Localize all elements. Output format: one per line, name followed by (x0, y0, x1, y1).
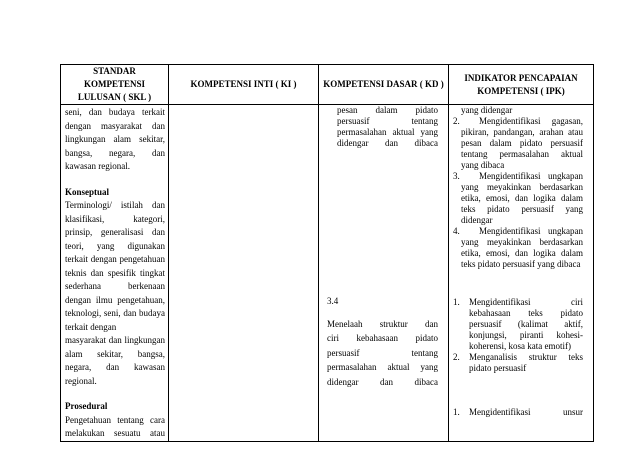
skl-line: bangsa, negara, dan (65, 147, 165, 158)
ipk-item: 4. Mengidentifikasi ungkapan (453, 226, 583, 236)
ipk-line: pesan dalam pidato persuasif (461, 138, 583, 148)
skl-line: alam sekitar, bangsa, (65, 348, 165, 359)
ipk-line: teks pidato persuasif yang dibaca (461, 259, 581, 269)
kd-line: ciri kebahasaan pidato (327, 333, 438, 343)
skl-line: regional. (65, 375, 97, 386)
skl-line: dengan masyarakat dan (65, 120, 165, 131)
kd-line: didengar dan dibaca (327, 376, 438, 387)
skl-line: teori, yang digunakan (65, 240, 165, 251)
skl-line: Pengetahuan tentang cara (65, 414, 165, 425)
ipk-line: yang dibaca (461, 160, 505, 170)
ipk-line: pikiran, pandangan, arahan atau (461, 127, 583, 137)
skl-line: sederhana berkenaan (65, 281, 165, 291)
ipk-item: 2. Mengidentifikasi gagasan, (453, 116, 583, 126)
skl-line: seni, dan budaya terkait (65, 107, 165, 117)
kd-line: Menelaah struktur dan (327, 318, 438, 329)
ipk-item: 1. Mengidentifikasi unsur (453, 407, 583, 417)
ipk-line: tentang permasalahan aktual (461, 149, 583, 159)
skl-line: kawasan regional. (65, 161, 130, 171)
skl-line: dengan ilmu pengetahuan, (65, 294, 165, 305)
header-row (61, 65, 594, 105)
ipk-item: 3. Mengidentifikasi ungkapan (453, 171, 583, 181)
skl-line: terkait dengan (65, 321, 117, 332)
skl-line: lingkungan alam sekitar, (65, 134, 165, 144)
ipk-item: 2. Menganalisis struktur teks pidato persuasif (453, 352, 583, 373)
ipk-line: teks pidato persuasif yang (461, 204, 583, 214)
kd-cell (319, 105, 449, 442)
skl-line: negara, dan kawasan (65, 362, 165, 372)
ipk-line: etika, emosi, dan logika dalam (461, 248, 583, 258)
header-ki: KOMPETENSI INTI ( KI ) (169, 65, 319, 105)
ipk-line: didengar (461, 215, 493, 225)
konseptual-heading: Konseptual (65, 186, 110, 197)
kd-line: persuasif tentang (337, 116, 438, 126)
ipk-list-2 (449, 297, 583, 374)
ipk-line: yang meyakinkan berdasarkan (461, 182, 583, 192)
ipk-line: yang didengar (461, 105, 513, 115)
skl-line: masyarakat dan lingkungan (65, 335, 165, 345)
ipk-line: etika, emosi, dan logika dalam (461, 193, 583, 203)
header-skl: STANDAR KOMPETENSI LULUSAN ( SKL ) (61, 65, 169, 105)
skl-line: teknis dan spesifik tingkat (65, 267, 165, 278)
competency-table (60, 64, 594, 442)
kd-line: permasalahan aktual yang (327, 362, 438, 372)
kd-line: permasalahan aktual yang (337, 127, 438, 137)
ipk-line: yang meyakinkan berdasarkan (461, 237, 583, 247)
skl-line: terkait dengan pengetahuan (65, 254, 165, 264)
header-kd: KOMPETENSI DASAR ( KD ) (319, 65, 449, 105)
kd-line: pesan dalam pidato (337, 105, 438, 115)
skl-line: klasifikasi, kategori, (65, 213, 165, 224)
content-row (61, 105, 594, 442)
skl-line: Terminologi/ istilah dan (65, 200, 165, 210)
skl-line: teknologi, seni, dan budaya (65, 308, 165, 318)
ipk-item: 1. Mengidentifikasi ciri kebahasaan teks pidato persuasif (kalimat aktif, konjungsi, piranti kohesi- koherensi, kosa kata emotif) (453, 297, 583, 351)
ki-cell (169, 105, 319, 442)
header-ipk: INDIKATOR PENCAPAIAN KOMPETENSI ( IPK) (449, 65, 594, 105)
ipk-cell (449, 105, 594, 442)
skl-line: melakukan sesuatu atau (65, 428, 165, 438)
kd-line: didengar dan dibaca (337, 138, 438, 148)
kd-number: 3.4 (327, 296, 339, 306)
kd-line: persuasif tentang (327, 347, 438, 358)
skl-cell (61, 105, 169, 442)
skl-line: prinsip, generalisasi dan (65, 227, 165, 237)
prosedural-heading: Prosedural (65, 401, 108, 411)
ipk-list-3 (449, 407, 583, 418)
